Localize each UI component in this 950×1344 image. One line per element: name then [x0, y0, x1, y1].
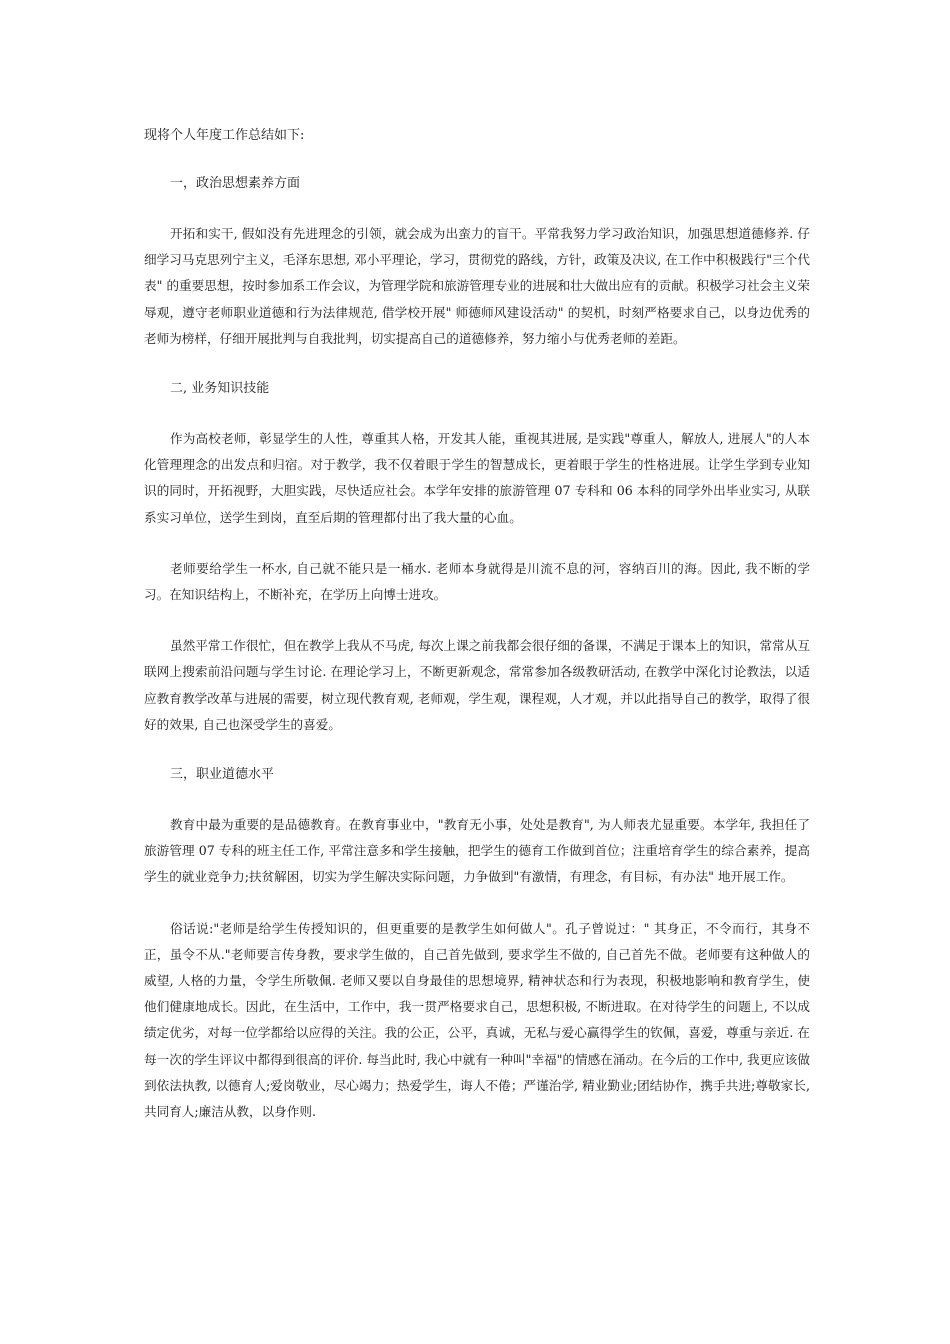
paragraph-skills-1: 作为高校老师，彰显学生的人性，尊重其人格，开发其人能，重视其进展, 是实践"尊重人，解放人, 进展人"的人本化管理理念的出发点和归宿。对于教学，我不仅着眼于学生的智慧成长，更着眼于学生的性格进展。让学生学到专业知识的同时，开拓视野，大胆实践，尽快适应社会。本学年安排的旅游管理 07 专科和 06 本科的同学外出毕业实习, 从联系实习单位，送学生到岗，直至后期的管理都付出了我大量的心血。	[144, 431, 810, 525]
paragraph-ethics-1: 教育中最为重要的是品德教育。在教育事业中，"教育无小事，处处是教育", 为人师表尤显重要。本学年, 我担任了旅游管理 07 专科的班主任工作, 平常注意多和学生接触，把学生的德育工作做到首位；注重培育学生的综合素养，提高学生的就业竞争力;扶贫解困，切实为学生解决实际问题，力争做到"有激情，有理念，有目标，有办法" 地开展工作。	[144, 817, 810, 885]
paragraph-skills-3: 虽然平常工作很忙，但在教学上我从不马虎, 每次上课之前我都会很仔细的备课，不满足于课本上的知识，常常从互联网上搜索前沿问题与学生讨论. 在理论学习上，不断更新观念，常常参加各级教研活动, 在教学中深化讨论教法，以适应教育教学改革与进展的需要，树立现代教育观, 老师观，学生观，课程观，人才观，并以此指导自己的教学，取得了很好的效果, 自己也深受学生的喜爱。	[144, 638, 810, 732]
section-heading-politics: 一，政治思想素养方面	[170, 176, 301, 191]
paragraph-ethics-2: 俗话说:"老师是给学生传授知识的，但更重要的是教学生如何做人"。孔子曾说过：" 其身正，不令而行，其身不正，虽令不从."老师要言传身教，要求学生做的，自己首先做到, 要求学生不做的, 自己首先不做。老师要有这种做人的威望, 人格的力量，令学生所敬佩. 老师又要以自身最佳的思想境界, 精神状态和行为表现，积极地影响和教育学生，使他们健康地成长。因此，在生活中，工作中，我一贯严格要求自己，思想积极, 不断进取。在对待学生的问题上, 不以成绩定优劣，对每一位学都给以应得的关注。我的公正，公平，真诚，无私与爱心赢得学生的钦佩，喜爱，尊重与亲近. 在每一次的学生评议中都得到很高的评价. 每当此时, 我心中就有一种叫"幸福"的情感在涌动。在今后的工作中, 我更应该做到依法执教, 以德育人;爱岗敬业，尽心竭力；热爱学生，诲人不倦；严谨治学, 精业勤业;团结协作，携手共进;尊敬家长, 共同育人;廉洁从教，以身作则.	[144, 920, 810, 1120]
section-heading-skills: 二, 业务知识技能	[170, 381, 270, 397]
intro-line: 现将个人年度工作总结如下:	[144, 128, 305, 143]
paragraph-politics: 开拓和实干, 假如没有先进理念的引领，就会成为出蛮力的盲干。平常我努力学习政治知识，加强思想道德修养. 仔细学习马克思列宁主义，毛泽东思想, 邓小平理论，学习，贯彻党的路线，方针，政策及决议, 在工作中积极践行"三个代表" 的重要思想，按时参加系工作会议，为管理学院和旅游管理专业的进展和壮大做出应有的贡献。积极学习社会主义荣辱观，遵守老师职业道德和行为法律规范, 借学校开展" 师德师风建设活动" 的契机，时刻严格要求自己，以身边优秀的老师为榜样，仔细开展批判与自我批判，切实提高自己的道德修养，努力缩小与优秀老师的差距。	[144, 226, 810, 346]
document-page	[144, 124, 810, 1150]
paragraph-skills-2: 老师要给学生一杯水, 自己就不能只是一桶水. 老师本身就得是川流不息的河，容纳百川的海。因此, 我不断的学习。在知识结构上，不断补充，在学历上向博士进攻。	[144, 560, 810, 603]
section-heading-ethics: 三，职业道德水平	[170, 767, 275, 783]
